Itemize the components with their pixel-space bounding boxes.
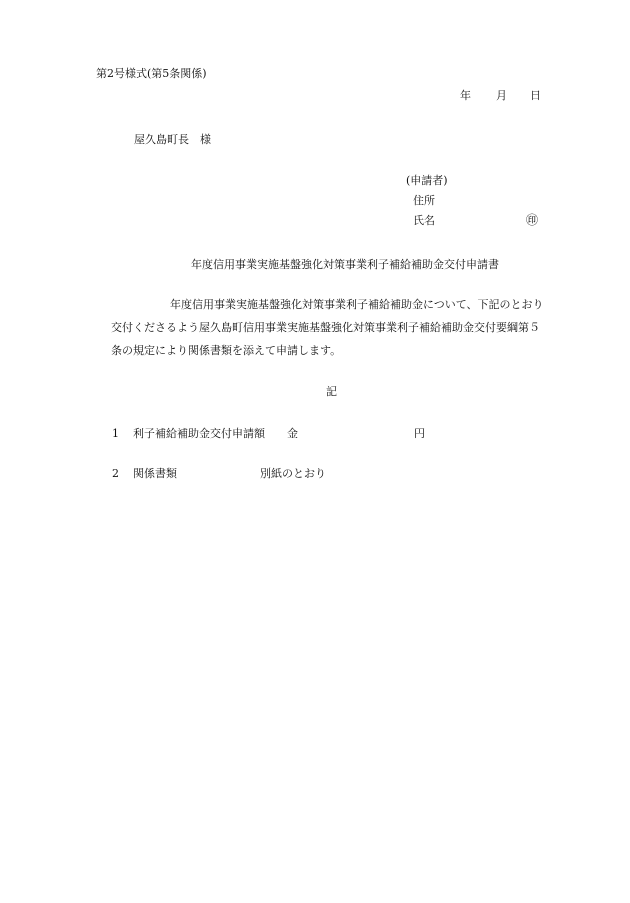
item-number: 2 <box>112 467 119 480</box>
name-label: 氏名 <box>413 214 435 227</box>
amount-unit: 円 <box>414 427 425 440</box>
date-day-label: 日 <box>530 89 541 102</box>
body-line: 条の規定により関係書類を添えて申請します。 <box>111 344 342 357</box>
item-value: 別紙のとおり <box>260 467 326 480</box>
document-title: 年度信用事業実施基盤強化対策事業利子補給補助金交付申請書 <box>191 258 499 271</box>
applicant-label: (申請者) <box>406 174 448 187</box>
ki-heading: 記 <box>326 385 337 398</box>
item-label: 利子補給補助金交付申請額 <box>133 427 265 440</box>
form-number: 第2号様式(第5条関係) <box>96 67 207 80</box>
address-label: 住所 <box>413 194 435 207</box>
body-line: 交付くださるよう屋久島町信用事業実施基盤強化対策事業利子補給補助金交付要綱第５ <box>111 321 540 334</box>
date-year-label: 年 <box>460 89 471 102</box>
addressee: 屋久島町長 様 <box>134 133 211 146</box>
item-label: 関係書類 <box>133 467 177 480</box>
seal-mark: ㊞ <box>526 213 539 227</box>
item-number: 1 <box>112 427 119 440</box>
date-month-label: 月 <box>496 89 507 102</box>
amount-prefix: 金 <box>287 427 298 440</box>
body-line: 年度信用事業実施基盤強化対策事業利子補給補助金について、下記のとおり <box>170 298 544 311</box>
